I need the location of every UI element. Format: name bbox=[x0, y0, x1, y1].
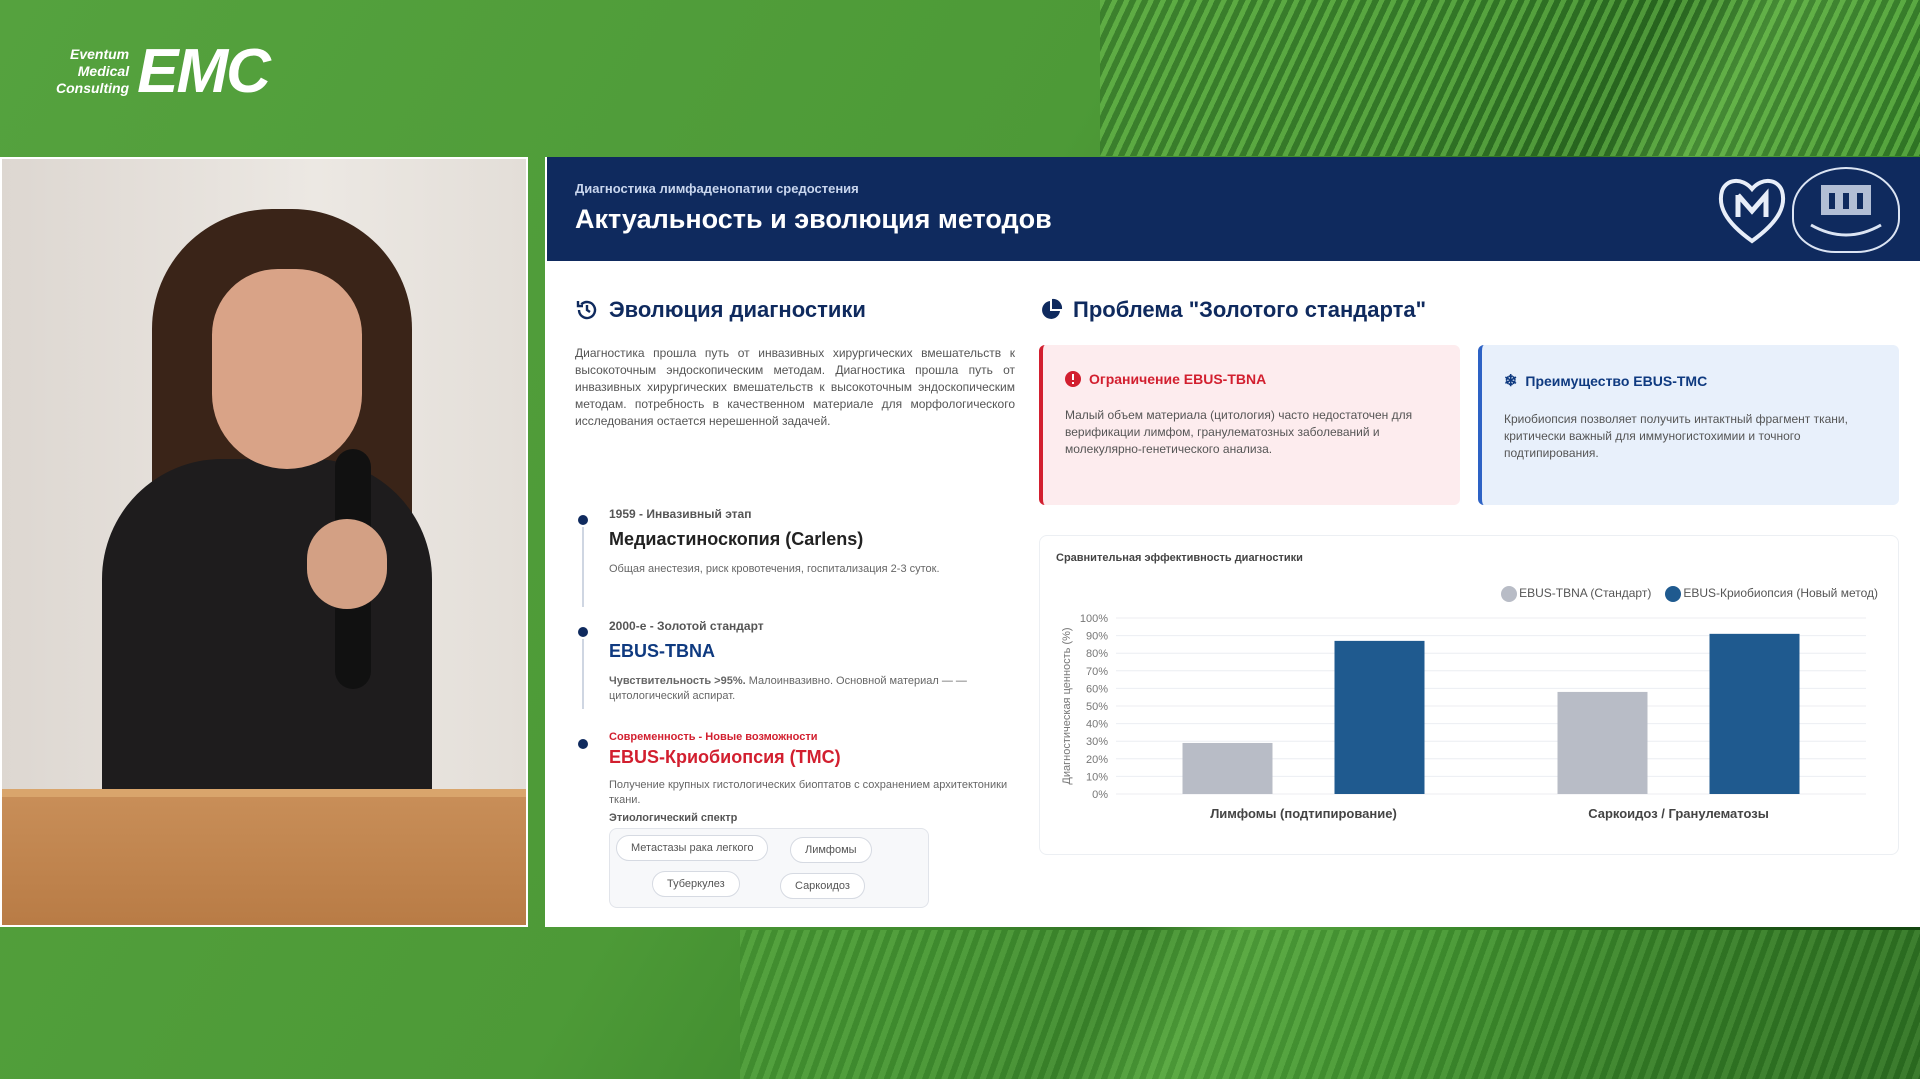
timeline-dot bbox=[578, 739, 588, 749]
institute-emblem bbox=[1792, 167, 1900, 253]
chart-title: Сравнительная эффективность диагностики bbox=[1056, 552, 1303, 564]
advantage-card: ❄ Преимущество EBUS-ТМС Криобиопсия позволяет получить интактный фрагмент ткани, критически важный для иммуногистохимии и точного подтипирования. bbox=[1478, 345, 1899, 505]
history-icon bbox=[575, 298, 599, 322]
chart-bar bbox=[1558, 692, 1648, 794]
tag-lung-metastases: Метастазы рака легкого bbox=[616, 835, 768, 861]
y-tick-label: 70% bbox=[1085, 665, 1108, 678]
chart-bar bbox=[1335, 641, 1425, 794]
y-tick-label: 60% bbox=[1085, 683, 1108, 696]
slide-kicker: Диагностика лимфаденопатии средостения bbox=[575, 181, 859, 196]
speaker-video bbox=[0, 157, 528, 927]
efficacy-chart bbox=[1039, 535, 1899, 855]
emc-logo-caption: Eventum Medical Consulting bbox=[56, 46, 130, 96]
problem-column bbox=[1039, 297, 1899, 855]
y-tick-label: 10% bbox=[1085, 771, 1108, 784]
tag-lymphomas: Лимфомы bbox=[790, 837, 872, 863]
evolution-heading: Эволюция диагностики bbox=[575, 297, 1015, 323]
timeline-item: Современность - Новые возможности EBUS-Криобиопсия (ТМС) Получение крупных гистологических биоптатов с сохранением архитектоники ткани. Этиологический спектр Метастазы рака легкого Лимфомы Туберкулез Саркоидоз bbox=[575, 731, 1015, 908]
y-axis-label: Диагностическая ценность (%) bbox=[1061, 627, 1073, 785]
evolution-column bbox=[575, 297, 1015, 430]
y-tick-label: 100% bbox=[1079, 613, 1108, 625]
timeline-dot bbox=[578, 515, 588, 525]
tag-tuberculosis: Туберкулез bbox=[652, 871, 740, 897]
slide-title: Актуальность и эволюция методов bbox=[575, 204, 1052, 234]
etiology-label: Этиологический спектр bbox=[609, 812, 738, 824]
chart-legend bbox=[1501, 586, 1878, 602]
presentation-slide bbox=[545, 157, 1920, 927]
background-stripes-top bbox=[1100, 0, 1920, 156]
y-tick-label: 30% bbox=[1085, 736, 1108, 749]
y-tick-label: 40% bbox=[1085, 718, 1108, 731]
y-tick-label: 20% bbox=[1085, 753, 1108, 766]
pie-chart-icon bbox=[1039, 298, 1063, 322]
problem-heading: Проблема "Золотого стандарта" bbox=[1039, 297, 1899, 323]
problem-cards bbox=[1039, 345, 1899, 505]
limitation-card: Ограничение EBUS-TBNA Малый объем материала (цитология) часто недостаточен для верификации лимфом, гранулематозных заболеваний и молекулярно-генетического анализа. bbox=[1039, 345, 1460, 505]
etiology-tags bbox=[609, 828, 929, 908]
chart-bar bbox=[1710, 634, 1800, 794]
y-tick-label: 0% bbox=[1092, 789, 1108, 801]
background-stripes-bottom bbox=[740, 930, 1920, 1079]
institute-emblem-icon bbox=[1801, 175, 1891, 245]
x-tick-label: Саркоидоз / Гранулематозы bbox=[1588, 806, 1769, 821]
x-tick-label: Лимфомы (подтипирование) bbox=[1210, 806, 1397, 821]
podium bbox=[2, 789, 528, 927]
legend-item-new: EBUS-Криобиопсия (Новый метод) bbox=[1665, 586, 1878, 602]
alert-icon bbox=[1065, 371, 1081, 387]
heart-shield-logo bbox=[1714, 171, 1790, 247]
y-tick-label: 90% bbox=[1085, 630, 1108, 643]
y-tick-label: 80% bbox=[1085, 648, 1108, 661]
chart-plot bbox=[1056, 608, 1882, 848]
snowflake-icon: ❄ bbox=[1504, 373, 1518, 390]
evolution-intro: Диагностика прошла путь от инвазивных хирургических вмешательств к высокоточным эндоскопическим методам. Диагностика прошла путь от инвазивных хирургических вмешательств к высокоточным эндоскопическим методам. потребность в качественном материале для морфологического исследования остается нерешенной задачей. bbox=[575, 346, 1015, 428]
y-tick-label: 50% bbox=[1085, 701, 1108, 713]
chart-bar bbox=[1183, 743, 1273, 794]
tag-sarcoidosis: Саркоидоз bbox=[780, 873, 865, 899]
emc-logo-mark: EMC bbox=[137, 37, 269, 106]
slide-header bbox=[547, 157, 1920, 261]
timeline-item: 1959 - Инвазивный этап Медиастиноскопия (Carlens) Общая анестезия, риск кровотечения, госпитализация 2-3 суток. bbox=[575, 507, 1015, 619]
timeline-dot bbox=[578, 627, 588, 637]
legend-item-standard: EBUS-TBNA (Стандарт) bbox=[1501, 586, 1651, 602]
timeline-item: 2000-е - Золотой стандарт EBUS-TBNA Чувствительность >95%. Малоинвазивно. Основной материал — — цитологический аспират. bbox=[575, 619, 1015, 731]
timeline bbox=[575, 507, 1015, 908]
emc-logo bbox=[56, 36, 269, 107]
